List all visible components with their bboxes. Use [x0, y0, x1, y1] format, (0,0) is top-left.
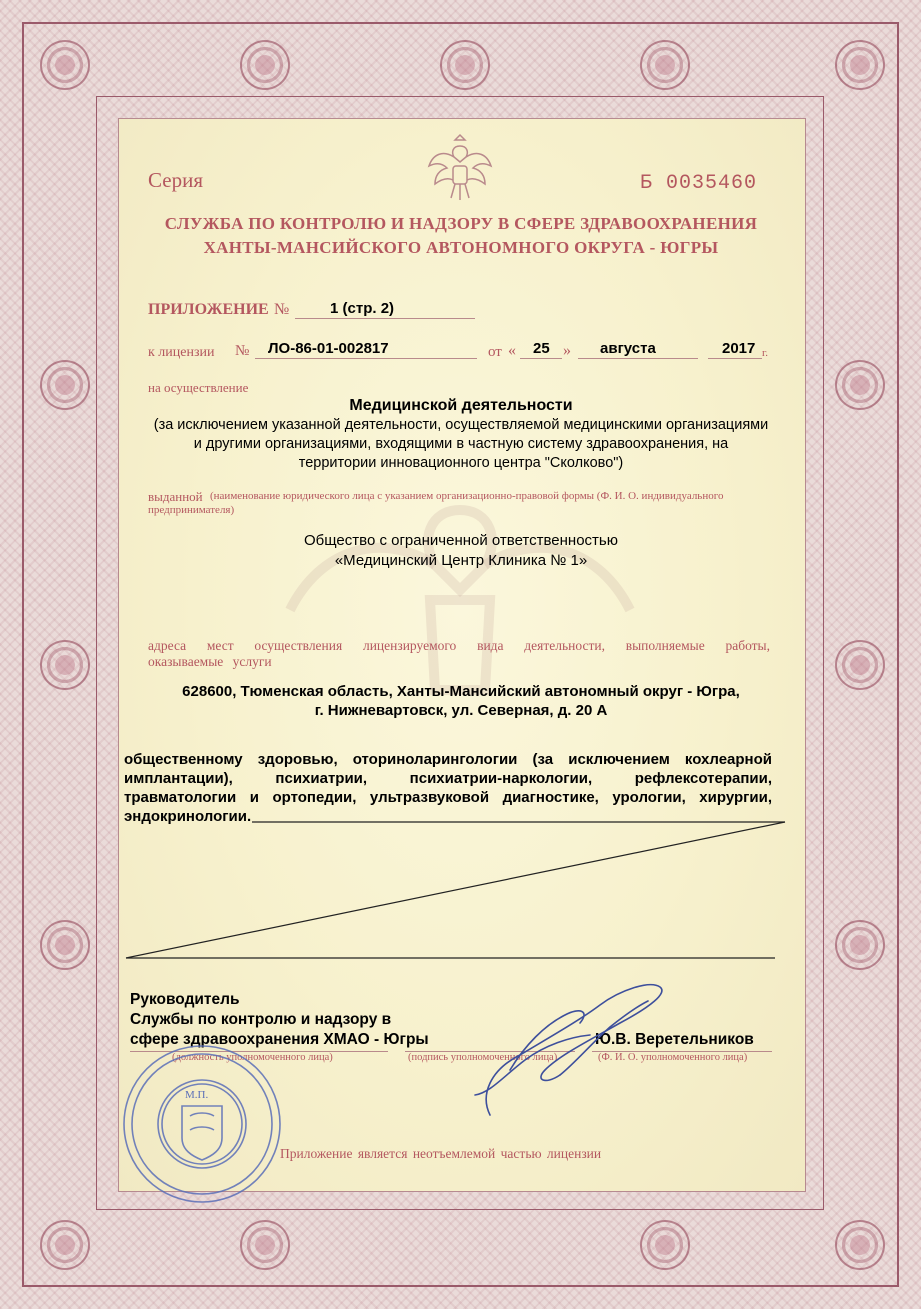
date-quote-close: »: [563, 342, 571, 359]
rosette-ornament: [240, 1220, 290, 1270]
activity-desc-line2: и другими организациями, входящими в частную систему здравоохранения, на: [193, 436, 729, 452]
signer-position-line1: Руководитель: [130, 991, 240, 1008]
rosette-ornament: [40, 920, 90, 970]
appendix-number-line: [295, 318, 475, 319]
date-month-line: [578, 358, 698, 359]
official-seal: [118, 1040, 286, 1208]
rosette-ornament: [835, 360, 885, 410]
license-number: ЛО-86-01-002817: [268, 340, 389, 357]
license-number-line: [255, 358, 477, 359]
services-line4: эндокринологии.: [124, 808, 252, 825]
signer-position-line2: Службы по контролю и надзору в: [130, 1011, 392, 1028]
series-label: Серия: [148, 168, 203, 192]
blank-space-strike: [120, 815, 800, 965]
rosette-ornament: [835, 40, 885, 90]
address-line2: г. Нижневартовск, ул. Северная, д. 20 А: [314, 702, 608, 719]
date-year: 2017: [722, 340, 756, 357]
authority-title-line2: ХАНТЫ-МАНСИЙСКОГО АВТОНОМНОГО ОКРУГА - ЮГРЫ: [203, 238, 719, 257]
date-quote-open: «: [508, 342, 516, 359]
date-day: 25: [533, 340, 550, 357]
activity-label: на осуществление: [148, 380, 249, 395]
date-year-suffix: г.: [762, 347, 769, 359]
rosette-ornament: [40, 40, 90, 90]
license-label: к лицензии: [148, 345, 215, 360]
rosette-ornament: [240, 40, 290, 90]
services-line3: травматологии и ортопедии, ультразвуковой диагностике, урологии, хирургии,: [124, 789, 772, 806]
signer-name: Ю.В. Веретельников: [595, 1031, 754, 1048]
signature-hint: (подпись уполномоченного лица): [408, 1052, 558, 1063]
position-hint: (должность уполномоченного лица): [172, 1052, 333, 1063]
date-from-label: от: [488, 344, 502, 360]
activity-title: Медицинской деятельности: [349, 397, 573, 414]
rosette-ornament: [835, 1220, 885, 1270]
rosette-ornament: [40, 640, 90, 690]
coat-of-arms-icon: [425, 132, 495, 204]
services-line1: общественному здоровью, оториноларингологии (за исключением кохлеарной: [124, 751, 772, 768]
activity-desc-line1: (за исключением указанной деятельности, осуществляемой медицинскими организациями: [153, 417, 769, 433]
date-year-line: [708, 358, 762, 359]
address-label-line1: адреса мест осуществления лицензируемого вида деятельности, выполняемые работы,: [148, 638, 770, 653]
issued-label: выданной: [148, 489, 203, 504]
date-day-line: [520, 358, 562, 359]
rosette-ornament: [40, 1220, 90, 1270]
activity-desc-line3: территории инновационного центра "Сколково"): [298, 455, 624, 471]
rosette-ornament: [835, 640, 885, 690]
authority-title-line1: СЛУЖБА ПО КОНТРОЛЮ И НАДЗОРУ В СФЕРЕ ЗДРАВООХРАНЕНИЯ: [164, 214, 758, 233]
series-number: Б 0035460: [640, 172, 758, 195]
services-line2: имплантации), психиатрии, психиатрии-наркологии, рефлексотерапии,: [124, 770, 772, 787]
rosette-ornament: [440, 40, 490, 90]
license-number-sign: №: [235, 343, 250, 359]
address-line1: 628600, Тюменская область, Ханты-Мансийский автономный округ - Югра,: [182, 683, 740, 700]
organization-line1: Общество с ограниченной ответственностью: [304, 532, 618, 549]
appendix-label: ПРИЛОЖЕНИЕ: [148, 301, 269, 318]
rosette-ornament: [640, 40, 690, 90]
organization-line2: «Медицинский Центр Клиника № 1»: [334, 552, 588, 569]
rosette-ornament: [40, 360, 90, 410]
handwritten-signature: [450, 975, 680, 1125]
signer-position-line3: сфере здравоохранения ХМАО - Югры: [130, 1031, 429, 1048]
name-hint: (Ф. И. О. уполномоченного лица): [598, 1052, 748, 1063]
rosette-ornament: [640, 1220, 690, 1270]
seal-mp-label: М.П.: [185, 1089, 209, 1101]
appendix-number: 1 (стр. 2): [330, 300, 395, 317]
issued-hint: (наименование юридического лица с указанием организационно-правовой формы (Ф. И. О. индивидуального предпринимателя): [148, 490, 724, 516]
date-month: августа: [600, 340, 656, 357]
address-label-line2: оказываемые услуги: [148, 654, 272, 669]
appendix-number-sign: №: [274, 301, 290, 318]
rosette-ornament: [835, 920, 885, 970]
footer-note: Приложение является неотъемлемой частью лицензии: [280, 1146, 602, 1161]
